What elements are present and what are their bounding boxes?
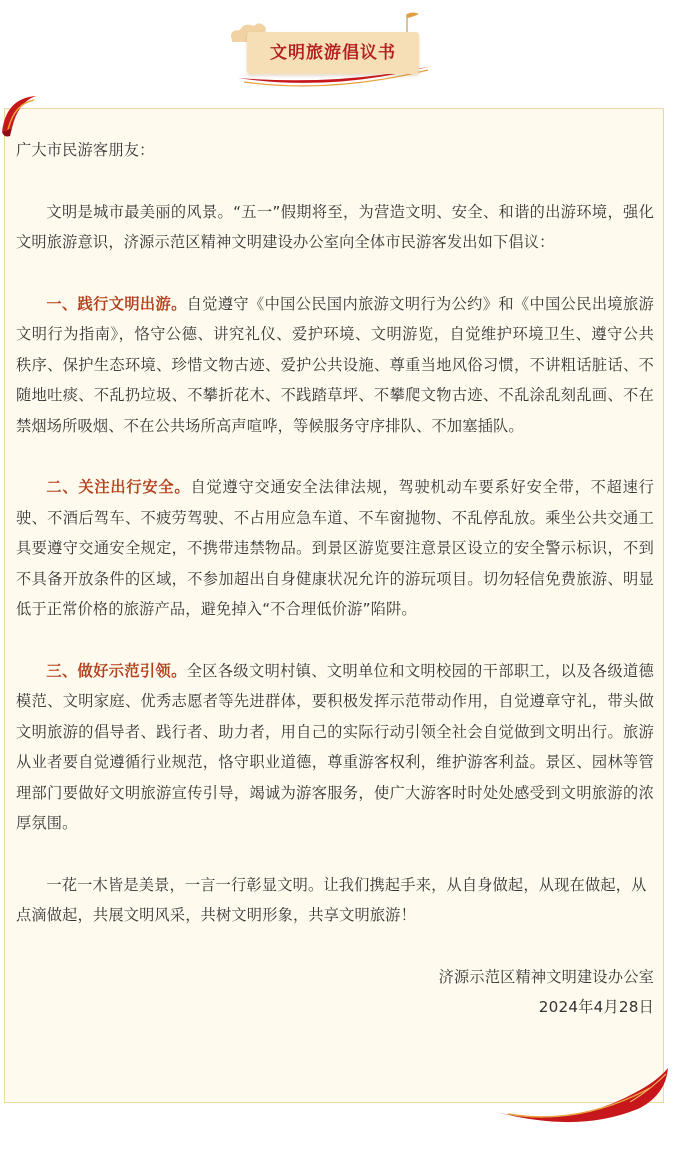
letter-body bbox=[16, 135, 654, 1023]
greeting: 广大市民游客朋友： bbox=[16, 141, 155, 159]
date: 2024年4月28日 bbox=[538, 998, 654, 1016]
proposal-item bbox=[16, 472, 654, 625]
proposal-heading: 三、做好示范引领。 bbox=[46, 661, 187, 680]
intro-paragraph: 文明是城市最美丽的风景。“五一”假期将至，为营造文明、安全、和谐的出游环境，强化文明旅游意识，济源示范区精神文明建设办公室向全体市民游客发出如下倡议： bbox=[16, 202, 654, 251]
proposal-item bbox=[16, 656, 654, 839]
closing-paragraph: 一花一木皆是美景，一言一行彰显文明。让我们携起手来，从自身做起，从现在做起，从点滴做起，共展文明风采，共树文明形象，共享文明旅游！ bbox=[16, 875, 647, 924]
proposal-text: 自觉遵守《中国公民国内旅游文明行为公约》和《中国公民出境旅游文明行为指南》，恪守公德、讲究礼仪、爱护环境、文明游览，自觉维护环境卫生、遵守公共秩序、保护生态环境、珍惜文物古迹、爱护公共设施、尊重当地风俗习惯，不讲粗话脏话、不随地吐痰、不乱扔垃圾、不攀折花木、不践踏草坪、不攀爬文物古迹、不乱涂乱刻乱画、不在禁烟场所吸烟、不在公共场所高声喧哗，等候服务守序排队、不加塞插队。 bbox=[16, 294, 654, 435]
header bbox=[0, 0, 673, 100]
proposal-text: 自觉遵守交通安全法律法规，驾驶机动车要系好安全带，不超速行驶、不酒后驾车、不疲劳驾驶、不占用应急车道、不车窗抛物、不乱停乱放。乘坐公共交通工具要遵守交通安全规定，不携带违禁物品。到景区游览要注意景区设立的安全警示标识，不到不具备开放条件的区域，不参加超出自身健康状况允许的游玩项目。切勿轻信免费旅游、明显低于正常价格的旅游产品，避免掉入“不合理低价游”陷阱。 bbox=[16, 478, 654, 618]
signature: 济源示范区精神文明建设办公室 bbox=[438, 967, 654, 986]
proposal-text: 全区各级文明村镇、文明单位和文明校园的干部职工，以及各级道德模范、文明家庭、优秀志愿者等先进群体，要积极发挥示范带动作用，自觉遵章守礼，带头做文明旅游的倡导者、践行者、助力者，用自己的实际行动引领全社会自觉做到文明出行。旅游从业者要自觉遵循行业规范，恪守职业道德，尊重游客权利，维护游客利益。景区、园林等管理部门要做好文明旅游宣传引导，竭诚为游客服务，使广大游客时时处处感受到文明旅游的浓厚氛围。 bbox=[16, 661, 654, 832]
page-title: 文明旅游倡议书 bbox=[270, 43, 396, 63]
red-ribbon-icon bbox=[490, 1060, 673, 1130]
proposal-heading: 二、关注出行安全。 bbox=[46, 478, 191, 496]
proposal-heading: 一、践行文明出游。 bbox=[46, 294, 187, 313]
proposal-item bbox=[16, 289, 654, 442]
